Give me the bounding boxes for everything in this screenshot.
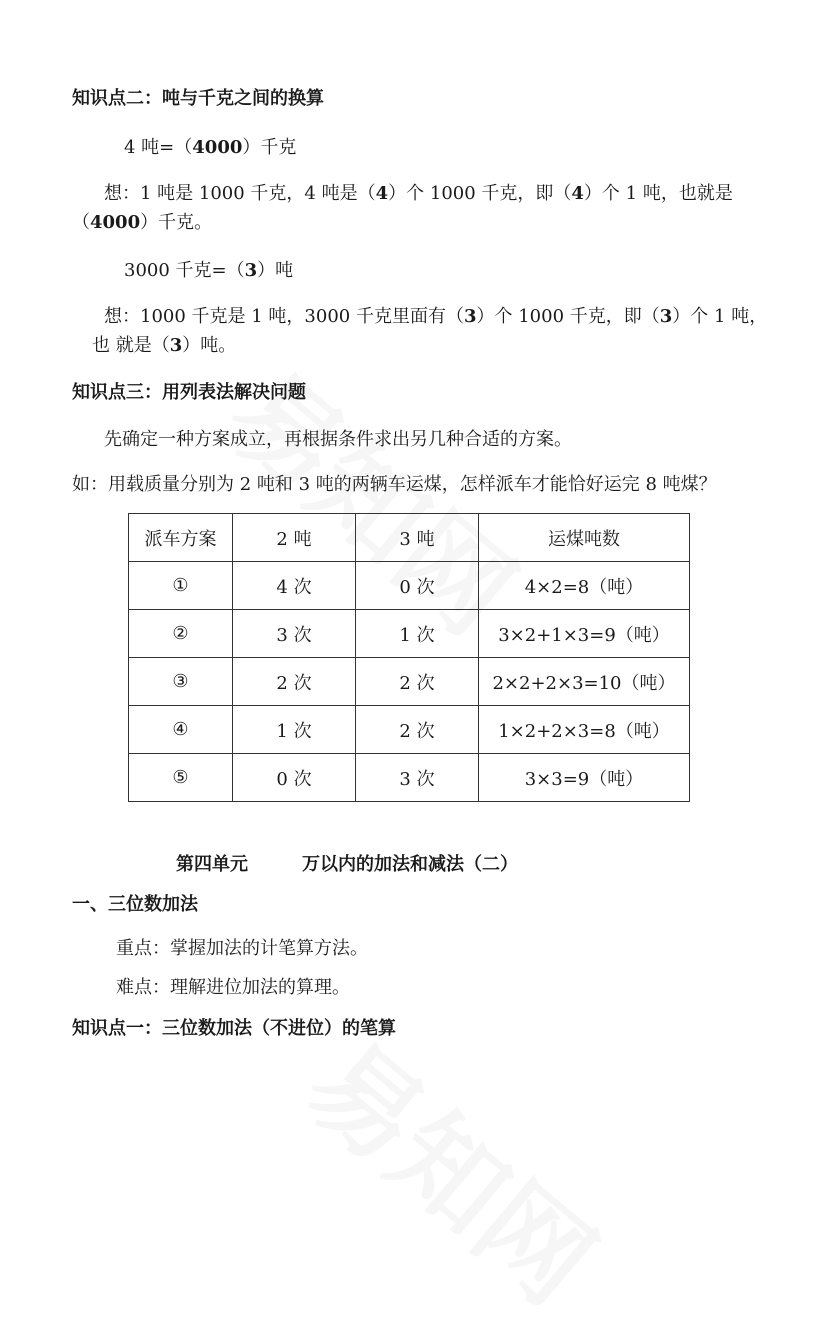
table-cell: 2 次 [356, 706, 479, 754]
table-cell: ⑤ [129, 754, 233, 802]
answer: 4000 [90, 212, 141, 233]
text-part: （ [72, 212, 90, 233]
table-cell: ③ [129, 658, 233, 706]
table-cell: 2×2+2×3=10（吨） [479, 658, 690, 706]
difficulty-point: 难点：理解进位加法的算理。 [116, 977, 350, 998]
answer: 3 [169, 335, 183, 356]
answer: 3 [659, 306, 673, 327]
text-part: 4 吨=（ [124, 137, 193, 158]
knowledge-point-heading: 知识点一：三位数加法（不进位）的笔算 [72, 1018, 396, 1039]
text-part: ）个 1 吨，也就是 [583, 183, 733, 204]
text-part: ）千克 [242, 137, 297, 158]
table-row [129, 706, 690, 754]
example-ton-to-kg [124, 133, 296, 159]
header-cell: 3 吨 [356, 514, 479, 562]
text-part: 也 就是（ [92, 335, 170, 356]
table-cell: 0 次 [356, 562, 479, 610]
section-heading-ton-kg: 知识点二：吨与千克之间的换算 [72, 88, 324, 109]
answer: 4 [375, 183, 389, 204]
table-cell: 3 次 [356, 754, 479, 802]
table-row [129, 754, 690, 802]
table-row [129, 610, 690, 658]
intro-paragraph: 先确定一种方案成立，再根据条件求出另几种合适的方案。 [104, 429, 572, 450]
text-part: 想：1 吨是 1000 千克，4 吨是（ [104, 183, 376, 204]
example-kg-to-ton [124, 256, 293, 282]
table-cell: 3×3=9（吨） [479, 754, 690, 802]
table-cell: 3×2+1×3=9（吨） [479, 610, 690, 658]
answer: 4000 [192, 137, 243, 158]
think-line-3 [104, 302, 767, 328]
table-cell: 1 次 [233, 706, 356, 754]
table-cell: 0 次 [233, 754, 356, 802]
header-cell: 派车方案 [129, 514, 233, 562]
table-row [129, 658, 690, 706]
dispatch-table [128, 513, 690, 802]
watermark-2 [278, 1000, 632, 1333]
subsection-heading: 一、三位数加法 [72, 894, 198, 915]
table-row [129, 562, 690, 610]
table-cell: 4 次 [233, 562, 356, 610]
text-part: 想：1000 千克是 1 吨，3000 千克里面有（ [104, 306, 464, 327]
unit-title-name: 万以内的加法和减法（二） [302, 854, 518, 875]
table-header-row [129, 514, 690, 562]
think-line-2 [72, 208, 212, 234]
text-part: ）个 1000 千克，即（ [388, 183, 572, 204]
table-cell: 4×2=8（吨） [479, 562, 690, 610]
section-heading-list-method: 知识点三：用列表法解决问题 [72, 382, 306, 403]
table-cell: 2 次 [233, 658, 356, 706]
table-cell: 1 次 [356, 610, 479, 658]
header-cell: 运煤吨数 [479, 514, 690, 562]
table-cell: ② [129, 610, 233, 658]
think-line-1 [104, 179, 733, 205]
key-point: 重点：掌握加法的计笔算方法。 [116, 938, 368, 959]
table-cell: ① [129, 562, 233, 610]
unit-title-number: 第四单元 [176, 854, 248, 875]
table-cell: 1×2+2×3=8（吨） [479, 706, 690, 754]
answer: 4 [571, 183, 584, 204]
text-part: ）吨。 [182, 335, 237, 356]
text-part: ）个 1 吨， [672, 306, 768, 327]
think-line-4 [92, 331, 236, 357]
table-cell: 2 次 [356, 658, 479, 706]
text-part: ）千克。 [140, 212, 213, 233]
table-cell: 3 次 [233, 610, 356, 658]
text-part: 3000 千克=（ [124, 260, 245, 281]
text-part: ）个 1000 千克，即（ [476, 306, 660, 327]
answer: 3 [463, 306, 477, 327]
example-problem: 如：用载质量分别为 2 吨和 3 吨的两辆车运煤，怎样派车才能恰好运完 8 吨煤？ [72, 474, 717, 495]
answer: 3 [244, 260, 258, 281]
table-cell: ④ [129, 706, 233, 754]
header-cell: 2 吨 [233, 514, 356, 562]
text-part: ）吨 [257, 260, 294, 281]
